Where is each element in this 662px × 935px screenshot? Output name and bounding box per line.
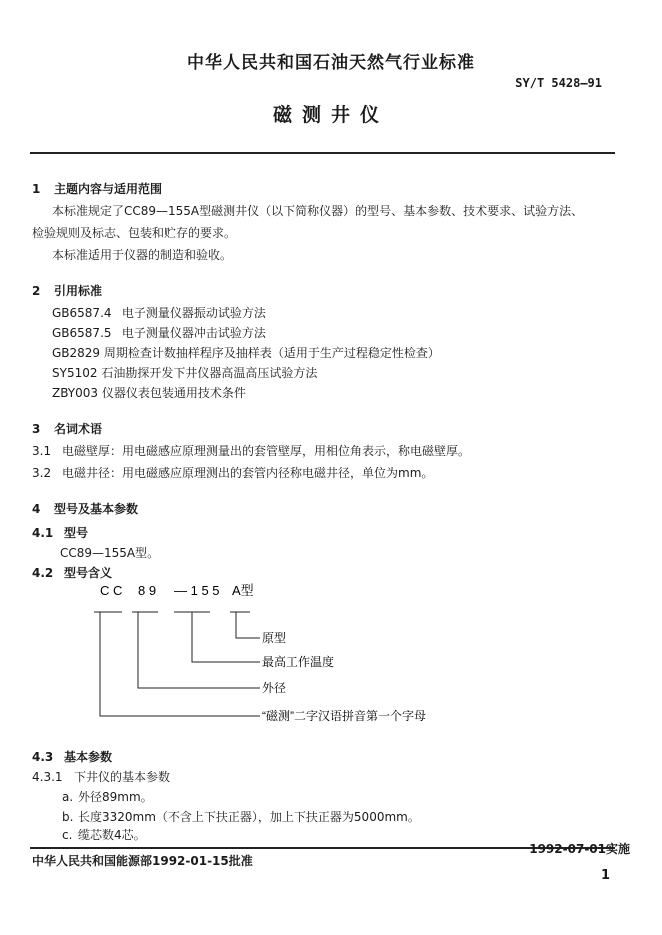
section-2-heading	[32, 282, 102, 299]
document-title: 磁测井仪	[272, 104, 389, 126]
reference-title: 石油勘探开发下井仪器高温高压试验方法	[101, 366, 318, 380]
reference-code: GB2829	[52, 346, 101, 360]
model-part-a: A型	[232, 583, 254, 598]
model-part-cc: C C	[100, 583, 123, 598]
reference-code: GB6587.5	[52, 326, 112, 340]
label-pinyin-initials: “磁测”二字汉语拼音第一个字母	[262, 709, 426, 723]
subsection-4-2-heading	[32, 564, 112, 581]
diagram-leader-lines	[94, 612, 260, 716]
model-designation-diagram	[80, 580, 520, 730]
model-part-155: — 1 5 5	[174, 583, 220, 598]
section-title: 名词术语	[54, 422, 103, 436]
subsection-number: 4.3	[32, 750, 54, 764]
term-text: 电磁井径：用电磁感应原理测出的套管内径称电磁井径，单位为mm。	[62, 466, 434, 480]
section-number: 1	[32, 182, 41, 196]
section-title: 主题内容与适用范围	[54, 182, 163, 196]
term-item	[32, 464, 433, 481]
term-item	[32, 442, 470, 459]
subsection-4-3-heading	[32, 748, 112, 765]
label-max-temperature: 最高工作温度	[262, 655, 335, 669]
reference-code: GB6587.4	[52, 306, 112, 320]
reference-item	[52, 384, 246, 401]
param-mark: a.	[62, 790, 74, 804]
label-prototype: 原型	[262, 631, 287, 645]
reference-title: 电子测量仪器冲击试验方法	[121, 326, 266, 340]
section-1-heading	[32, 180, 162, 197]
param-mark: c.	[62, 828, 73, 842]
subsection-title: 型号	[64, 526, 89, 540]
reference-code: SY5102	[52, 366, 98, 380]
subsection-number: 4.3.1	[32, 770, 63, 784]
standard-code: SY/T 5428—91	[515, 76, 602, 90]
param-text: 外径89mm。	[78, 790, 153, 804]
reference-title: 电子测量仪器振动试验方法	[121, 306, 266, 320]
section-number: 3	[32, 422, 41, 436]
subsection-number: 4.1	[32, 526, 54, 540]
reference-item	[52, 344, 440, 361]
reference-title: 周期检查计数抽样程序及抽样表（适用于生产过程稳定性检查）	[103, 346, 440, 360]
param-item	[62, 826, 146, 843]
reference-item	[52, 324, 266, 341]
param-text: 长度3320mm（不含上下扶正器），加上下扶正器为5000mm。	[78, 810, 420, 824]
reference-item	[52, 364, 317, 381]
s1-para-1b: 检验规则及标志、包装和贮存的要求。	[32, 226, 237, 240]
reference-item	[52, 304, 266, 321]
s1-para-2: 本标准适用于仪器的制造和验收。	[52, 248, 233, 262]
section-number: 2	[32, 284, 41, 298]
org-title: 中华人民共和国石油天然气行业标准	[187, 53, 475, 73]
footer-divider	[30, 847, 615, 849]
param-item	[62, 808, 420, 825]
param-item	[62, 788, 153, 805]
page-number: 1	[600, 868, 610, 883]
s1-para-1a: 本标准规定了CC89—155A型磁测井仪（以下简称仪器）的型号、基本参数、技术要求、试验方法、	[52, 204, 584, 218]
approval-line: 中华人民共和国能源部1992-01-15批准	[32, 854, 253, 868]
model-part-89: 8 9	[138, 583, 157, 598]
section-title: 引用标准	[54, 284, 103, 298]
subsection-4-1-heading	[32, 524, 88, 541]
subsection-title: 型号含义	[64, 566, 113, 580]
term-number: 3.1	[32, 444, 52, 458]
label-diameter: 外径	[262, 681, 287, 695]
header-divider	[30, 152, 615, 154]
section-3-heading	[32, 420, 102, 437]
subsection-title: 下井仪的基本参数	[74, 770, 171, 784]
reference-code: ZBY003	[52, 386, 99, 400]
section-title: 型号及基本参数	[54, 502, 139, 516]
section-4-heading	[32, 500, 138, 517]
term-number: 3.2	[32, 466, 52, 480]
reference-title: 仪器仪表包装通用技术条件	[101, 386, 246, 400]
subsection-title: 基本参数	[64, 750, 113, 764]
param-mark: b.	[62, 810, 74, 824]
subsection-number: 4.2	[32, 566, 54, 580]
effective-date: 1992-07-01实施	[529, 842, 630, 856]
section-number: 4	[32, 502, 41, 516]
term-text: 电磁壁厚：用电磁感应原理测量出的套管壁厚，用相位角表示，称电磁壁厚。	[62, 444, 471, 458]
model-text: CC89—155A型。	[60, 546, 160, 560]
param-text: 缆芯数4芯。	[78, 828, 146, 842]
subsection-4-3-1-heading	[32, 768, 170, 785]
